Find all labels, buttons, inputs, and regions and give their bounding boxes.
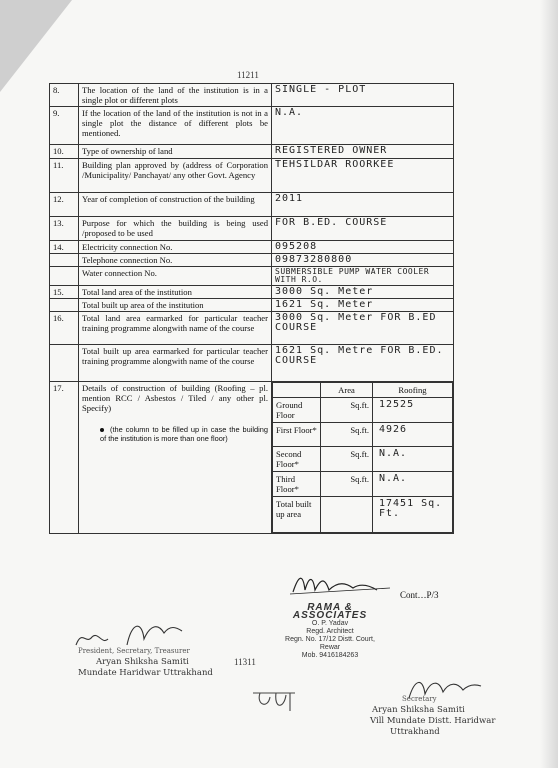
floor-roofing-value: 12525 bbox=[373, 398, 453, 423]
row-value: N.A. bbox=[272, 107, 454, 145]
floor-unit: Sq.ft. bbox=[321, 447, 373, 472]
floor-row bbox=[273, 423, 453, 447]
row-value: SUBMERSIBLE PUMP WATER COOLER WITH R.O. bbox=[272, 267, 454, 286]
row-value: 09873280800 bbox=[272, 254, 454, 267]
floor-roofing-value: N.A. bbox=[373, 472, 453, 497]
floor-row bbox=[273, 447, 453, 472]
row-label: Year of completion of construction of the building bbox=[79, 193, 272, 217]
floor-roofing-value: 4926 bbox=[373, 423, 453, 447]
top-page-number: 11211 bbox=[237, 70, 259, 80]
left-signature-block bbox=[78, 646, 213, 679]
floor-row bbox=[273, 472, 453, 497]
row-number: 16. bbox=[50, 312, 79, 345]
floor-table-header bbox=[273, 383, 453, 398]
right-state: Uttrakhand bbox=[390, 727, 440, 737]
row-value: 2011 bbox=[272, 193, 454, 217]
row-value: 1621 Sq. Meter bbox=[272, 299, 454, 312]
row-label: Water connection No. bbox=[79, 267, 272, 286]
floor-name: First Floor* bbox=[273, 423, 321, 447]
row-number: 17. bbox=[50, 382, 79, 534]
floor-row bbox=[273, 497, 453, 533]
hindi-signature bbox=[250, 683, 300, 717]
land-building-details-table bbox=[49, 83, 454, 534]
stamp-regn: Regn. No. 17/12 Distt. Court, Rewar bbox=[285, 636, 375, 651]
row-number: 10. bbox=[50, 145, 79, 159]
stamp-firm: RAMA & ASSOCIATES bbox=[292, 602, 368, 621]
row-number: 13. bbox=[50, 217, 79, 241]
floor-roofing-value: 17451 Sq. Ft. bbox=[373, 497, 453, 533]
row-label: If the location of the land of the institution is not in a single plot the distance of different plots be mentioned. bbox=[79, 107, 272, 145]
architect-stamp bbox=[275, 604, 385, 660]
table-row bbox=[50, 254, 454, 267]
table-row bbox=[50, 241, 454, 254]
row-number bbox=[50, 254, 79, 267]
row-number bbox=[50, 267, 79, 286]
row-value: REGISTERED OWNER bbox=[272, 145, 454, 159]
left-designation: President, Secretary, Treasurer bbox=[78, 647, 190, 655]
table-row bbox=[50, 107, 454, 145]
floor-unit: Sq.ft. bbox=[321, 472, 373, 497]
floor-header-0 bbox=[273, 383, 321, 398]
floor-name: Total built up area bbox=[273, 497, 321, 533]
continued-marker: Cont…P/3 bbox=[400, 590, 439, 600]
page-edge-shadow bbox=[540, 0, 558, 768]
row-label: Total built up area of the institution bbox=[79, 299, 272, 312]
table-row bbox=[50, 159, 454, 193]
row-label: Total land area of the institution bbox=[79, 286, 272, 299]
row-number: 11. bbox=[50, 159, 79, 193]
row-value: FOR B.ED. COURSE bbox=[272, 217, 454, 241]
row-label: Building plan approved by (address of Corporation /Municipality/ Panchayat/ any other Govt. Agency bbox=[79, 159, 272, 193]
table-row bbox=[50, 217, 454, 241]
floor-header-2: Roofing bbox=[373, 383, 453, 398]
floor-unit: Sq.ft. bbox=[321, 398, 373, 423]
architect-signature bbox=[285, 568, 395, 598]
row-17-note-wrap bbox=[82, 425, 268, 443]
table-row bbox=[50, 145, 454, 159]
stamp-mob: Mob. 9416184263 bbox=[301, 652, 359, 659]
table-row bbox=[50, 299, 454, 312]
row-17-note bbox=[92, 425, 268, 443]
row-number bbox=[50, 299, 79, 312]
row-label: Electricity connection No. bbox=[79, 241, 272, 254]
row-value: TEHSILDAR ROORKEE bbox=[272, 159, 454, 193]
table-row bbox=[50, 345, 454, 382]
table-row bbox=[50, 286, 454, 299]
floor-row bbox=[273, 398, 453, 423]
table-row bbox=[50, 267, 454, 286]
right-designation: Secretary bbox=[402, 695, 437, 703]
row-label: Total land area earmarked for particular teacher training programme alongwith name of the course bbox=[79, 312, 272, 345]
row-label: Telephone connection No. bbox=[79, 254, 272, 267]
right-address: Vill Mundate Distt. Haridwar bbox=[370, 716, 496, 726]
row-label: Purpose for which the building is being used /proposed to be used bbox=[79, 217, 272, 241]
row-number: 8. bbox=[50, 84, 79, 107]
left-org: Aryan Shiksha Samiti bbox=[96, 657, 189, 667]
table-row bbox=[50, 193, 454, 217]
floor-unit: Sq.ft. bbox=[321, 423, 373, 447]
stamp-title: Regd. Architect bbox=[306, 628, 354, 635]
floor-name: Third Floor* bbox=[273, 472, 321, 497]
stamp-name: O. P. Yadav bbox=[311, 620, 349, 627]
floor-name: Ground Floor bbox=[273, 398, 321, 423]
bullet-icon bbox=[100, 428, 104, 432]
floor-header-1: Area bbox=[321, 383, 373, 398]
row-17-note-text: (the column to be filled up in case the building of the institution is more than one floor) bbox=[100, 425, 268, 443]
row-value: 3000 Sq. Meter bbox=[272, 286, 454, 299]
row-number: 9. bbox=[50, 107, 79, 145]
row-number: 15. bbox=[50, 286, 79, 299]
row-number: 12. bbox=[50, 193, 79, 217]
floor-unit bbox=[321, 497, 373, 533]
floor-name: Second Floor* bbox=[273, 447, 321, 472]
folded-corner bbox=[0, 0, 72, 92]
left-address: Mundate Haridwar Uttrakhand bbox=[78, 668, 213, 678]
floor-table-cell bbox=[272, 382, 454, 534]
table-row-17 bbox=[50, 382, 454, 534]
table-row bbox=[50, 84, 454, 107]
row-number bbox=[50, 345, 79, 382]
row-value: 1621 Sq. Metre FOR B.ED. COURSE bbox=[272, 345, 454, 382]
table-row bbox=[50, 312, 454, 345]
row-value: 095208 bbox=[272, 241, 454, 254]
row-value: SINGLE - PLOT bbox=[272, 84, 454, 107]
row-label: Total built up area earmarked for particular teacher training programme alongwith name of the course bbox=[79, 345, 272, 382]
right-signature-block bbox=[370, 694, 495, 738]
floor-area-table bbox=[272, 382, 453, 533]
row-17-label-text: Details of construction of building (Roofing – pl. mention RCC / Asbestos / Tiled / any other pl. Specify) bbox=[82, 383, 268, 413]
row-label bbox=[79, 382, 272, 534]
row-label: The location of the land of the institution is in a single plot or different plots bbox=[79, 84, 272, 107]
bottom-page-number: 11311 bbox=[234, 657, 256, 667]
right-org: Aryan Shiksha Samiti bbox=[372, 705, 465, 715]
row-label: Type of ownership of land bbox=[79, 145, 272, 159]
floor-roofing-value: N.A. bbox=[373, 447, 453, 472]
row-number: 14. bbox=[50, 241, 79, 254]
row-value: 3000 Sq. Meter FOR B.ED COURSE bbox=[272, 312, 454, 345]
